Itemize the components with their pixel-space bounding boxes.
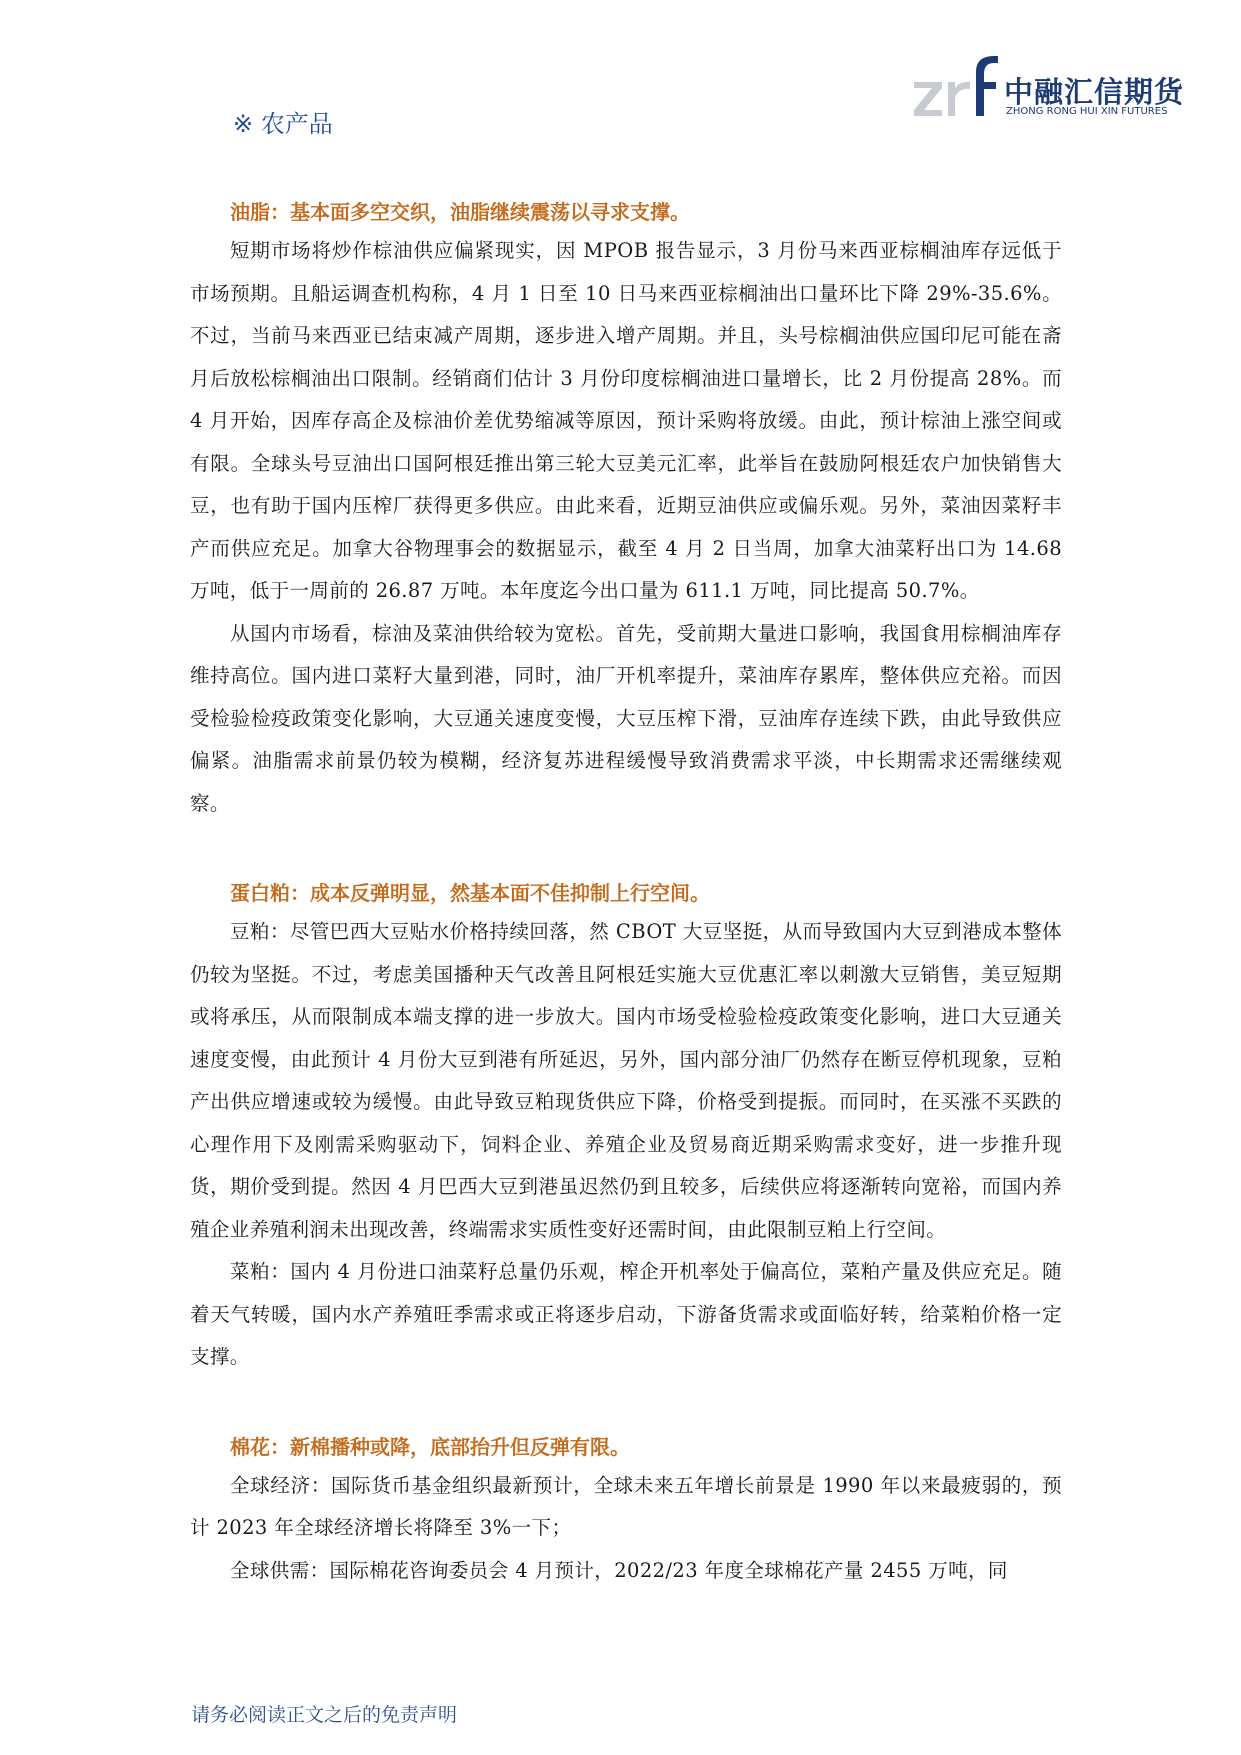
section-spacer <box>190 1379 1062 1431</box>
paragraph-global-supply: 全球供需：国际棉花咨询委员会 4 月预计，2022/23 年度全球棉花产量 2455 万吨，同 <box>230 1558 1008 1582</box>
section-heading-oils: 油脂：基本面多空交织，油脂继续震荡以寻求支撑。 <box>230 200 690 224</box>
disclaimer-footer: 请务必阅读正文之后的免责声明 <box>191 1704 458 1726</box>
paragraph-global-economy: 全球经济：国际货币基金组织最新预计，全球未来五年增长前景是 1990 年以来最疲弱的，预计 2023 年全球经济增长将降至 3%一下； <box>190 1473 1062 1539</box>
section-heading-cotton: 棉花：新棉播种或降，底部抬升但反弹有限。 <box>230 1434 630 1459</box>
paragraph-soymeal: 豆粕：尽管巴西大豆贴水价格持续回落，然 CBOT 大豆坚挺，从而导致国内大豆到港成本整体仍较为坚挺。不过，考虑美国播种天气改善且阿根廷实施大豆优惠汇率以刺激大豆销售，美豆短期或将承压，从而限制成本端支撑的进一步放大。国内市场受检验检疫政策变化影响，进口大豆通关速度变慢，由此预计 4 月份大豆到港有所延迟，另外，国内部分油厂仍然存在断豆停机现象，豆粕产出供应增速或较为缓慢。由此导致豆粕现货供应下降，价格受到提振。而同时，在买涨不买跌的心理作用下及刚需采购驱动下，饲料企业、养殖企业及贸易商近期采购需求变好，进一步推升现货，期价受到提。然因 4 月巴西大豆到港虽迟然仍到且较多，后续供应将逐渐转向宽裕，而国内养殖企业养殖利润未出现改善，终端需求实质性变好还需时间，由此限制豆粕上行空间。 <box>190 920 1062 1241</box>
logo-english-name: ZHONG RONG HUI XIN FUTURES <box>1006 106 1168 117</box>
section-heading-meal: 蛋白粕：成本反弹明显，然基本面不佳抑制上行空间。 <box>230 881 710 905</box>
logo-chinese-name: 中融汇信期货 <box>1004 75 1185 109</box>
paragraph-rapeseed-meal: 菜粕：国内 4 月份进口油菜籽总量仍乐观，榨企开机率处于偏高位，菜粕产量及供应充足。随着天气转暖，国内水产养殖旺季需求或正将逐步启动，下游备货需求或面临好转，给菜粕价格一定支撑。 <box>190 1260 1062 1368</box>
paragraph-oils-2: 从国内市场看，棕油及菜油供给较为宽松。首先，受前期大量进口影响，我国食用棕榈油库存维持高位。国内进口菜籽大量到港，同时，油厂开机率提升，菜油库存累库，整体供应充裕。而因受检验检疫政策变化影响，大豆通关速度变慢，大豆压榨下滑，豆油库存连续下跌，由此导致供应偏紧。油脂需求前景仍较为模糊，经济复苏进程缓慢导致消费需求平淡，中长期需求还需继续观察。 <box>190 621 1062 815</box>
section-spacer <box>190 825 1062 877</box>
company-logo <box>912 52 1185 124</box>
section-title: ※ 农产品 <box>233 110 333 138</box>
paragraph-oils-1: 短期市场将炒作棕油供应偏紧现实，因 MPOB 报告显示，3 月份马来西亚棕榈油库存远低于市场预期。且船运调查机构称，4 月 1 日至 10 日马来西亚棕榈油出口量环比下降 29%-35.6%。不过，当前马来西亚已结束减产周期，逐步进入增产周期。并且，头号棕榈油供应国印尼可能在斋月后放松棕榈油出口限制。经销商们估计 3 月份印度棕榈油进口量增长，比 2 月份提高 28%。而 4 月开始，因库存高企及棕油价差优势缩减等原因，预计采购将放缓。由此，预计棕油上涨空间或有限。全球头号豆油出口国阿根廷推出第三轮大豆美元汇率，此举旨在鼓励阿根廷农户加快销售大豆，也有助于国内压榨厂获得更多供应。由此来看，近期豆油供应或偏乐观。另外，菜油因菜籽丰产而供应充足。加拿大谷物理事会的数据显示，截至 4 月 2 日当周，加拿大油菜籽出口为 14.68 万吨，低于一周前的 26.87 万吨。本年度迄今出口量为 611.1 万吨，同比提高 50.7%。 <box>190 239 1062 602</box>
report-body <box>190 196 1062 1592</box>
